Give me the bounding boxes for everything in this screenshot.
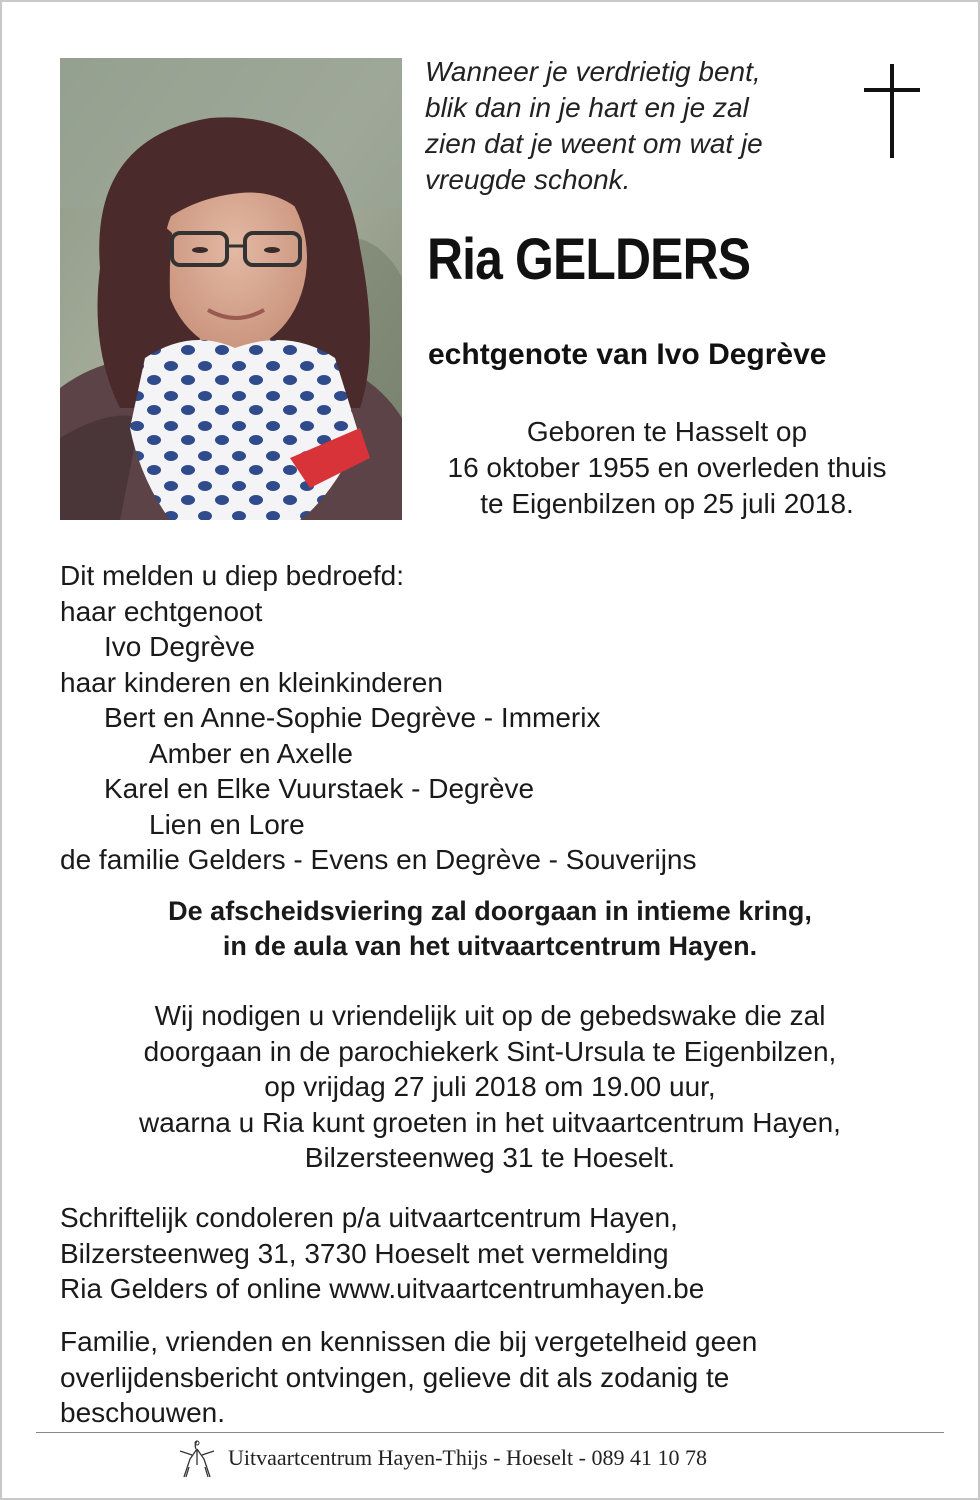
grandchildren: Amber en Axelle	[149, 737, 353, 769]
funeral-home-contact: Uitvaartcentrum Hayen-Thijs - Hoeselt - 089 41 10 78	[228, 1445, 707, 1470]
husband-name: Ivo Degrève	[104, 631, 255, 662]
ceremony-notice	[40, 894, 940, 964]
birth-death-line: 16 oktober 1955 en overleden thuis	[447, 452, 887, 483]
husband-label: haar echtgenoot	[60, 595, 263, 627]
notice-line: beschouwen.	[60, 1397, 226, 1428]
family-intro: Dit melden u diep bedroefd:	[60, 560, 404, 591]
poem-line: blik dan in je hart en je zal	[425, 92, 749, 123]
footer	[176, 1436, 707, 1480]
birth-death-line: te Eigenbilzen op 25 juli 2018.	[480, 488, 854, 519]
children-label: haar kinderen en kleinkinderen	[60, 666, 443, 698]
notice-line: Familie, vrienden en kennissen die bij vergetelheid geen	[60, 1326, 758, 1357]
invitation-line: doorgaan in de parochiekerk Sint-Ursula te Eigenbilzen,	[143, 1035, 837, 1067]
invitation-line: waarna u Ria kunt groeten in het uitvaartcentrum Hayen,	[139, 1106, 841, 1138]
extended-family: de familie Gelders - Evens en Degrève - Souverijns	[60, 844, 697, 875]
deceased-name: Ria GELDERS	[427, 227, 751, 292]
grandchildren: Lien en Lore	[149, 808, 305, 840]
child-family: Karel en Elke Vuurstaek - Degrève	[104, 773, 535, 804]
birth-death-line: Geboren te Hasselt op	[526, 416, 808, 447]
angel-logo-icon	[176, 1437, 218, 1479]
poem-line: Wanneer je verdrietig bent,	[425, 56, 761, 87]
condolence-line: Ria Gelders of online www.uitvaartcentrumhayen.be	[60, 1273, 705, 1304]
birth-death-info	[412, 414, 922, 522]
poem	[425, 54, 845, 198]
child-family: Bert en Anne-Sophie Degrève - Immerix	[104, 702, 601, 733]
cross-icon	[864, 64, 920, 158]
poem-line: zien dat je weent om wat je	[425, 128, 763, 159]
portrait-photo	[60, 58, 402, 520]
condolence-line: Schriftelijk condoleren p/a uitvaartcentrum Hayen,	[60, 1202, 678, 1233]
condolence-info	[60, 1200, 704, 1307]
family-list	[60, 558, 697, 878]
closing-notice	[60, 1324, 757, 1431]
ceremony-line: in de aula van het uitvaartcentrum Hayen.	[222, 931, 758, 961]
ceremony-line: De afscheidsviering zal doorgaan in intieme kring,	[168, 896, 812, 926]
footer-divider	[36, 1432, 944, 1433]
notice-line: overlijdensbericht ontvingen, gelieve dit als zodanig te	[60, 1361, 730, 1393]
invitation-line: Bilzersteenweg 31 te Hoeselt.	[304, 1142, 676, 1173]
poem-line: vreugde schonk.	[425, 164, 631, 195]
invitation-line: Wij nodigen u vriendelijk uit op de gebedswake die zal	[154, 1000, 826, 1031]
condolence-line: Bilzersteenweg 31, 3730 Hoeselt met vermelding	[60, 1237, 669, 1269]
spouse-line: echtgenote van Ivo Degrève	[428, 338, 827, 371]
vigil-invitation	[40, 998, 940, 1176]
invitation-line: op vrijdag 27 juli 2018 om 19.00 uur,	[264, 1071, 716, 1102]
